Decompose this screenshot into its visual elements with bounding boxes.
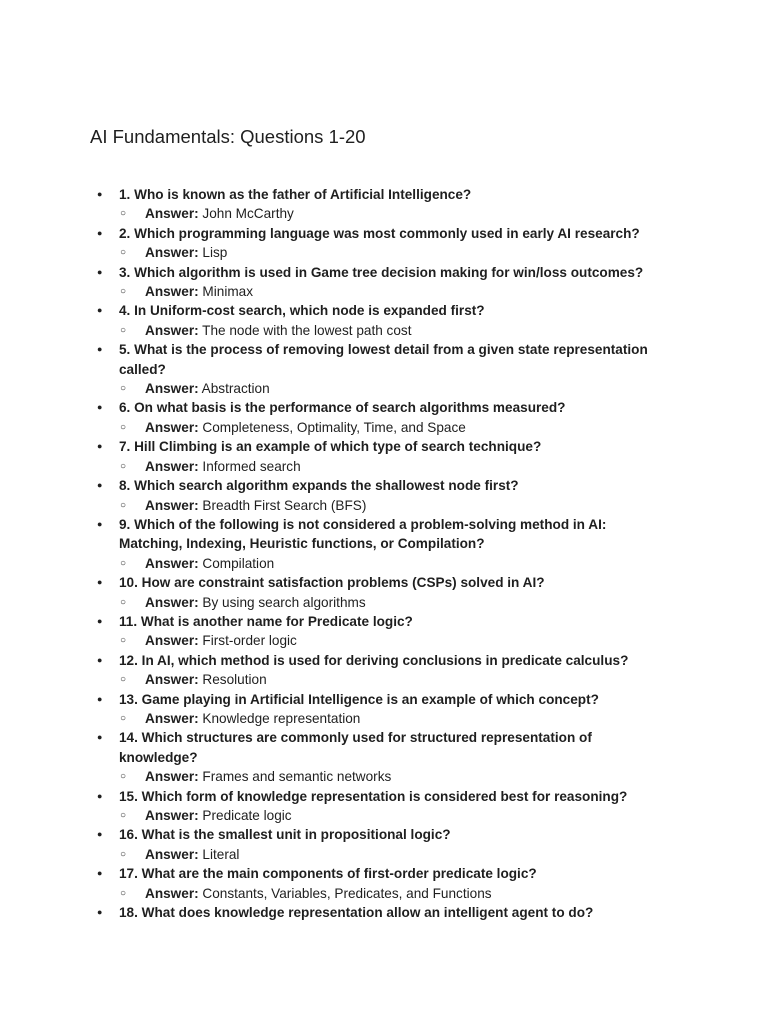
answer-label: Answer: [145,419,199,435]
answer-text: Constants, Variables, Predicates, and Functions [202,885,492,901]
question-row [0,301,768,320]
question-row [0,573,768,592]
answer-text: By using search algorithms [202,594,366,610]
list-item [0,903,768,922]
answer-label: Answer: [145,672,199,688]
bullet-icon: ● [97,868,103,879]
list-item [0,476,768,515]
question-row [0,651,768,670]
list-item [0,263,768,302]
answer-text: The node with the lowest path cost [202,322,412,338]
answer-row [0,767,768,786]
sub-bullet-icon: ○ [120,771,127,783]
question-text: 17. What are the main components of first-order predicate logic? [119,866,537,882]
list-item [0,612,768,651]
answer-label: Answer: [145,808,199,823]
answer-text: Compilation [202,555,275,571]
question-text: 4. In Uniform-cost search, which node is expanded first? [119,303,485,319]
sub-bullet-icon: ○ [120,499,127,511]
bullet-icon: ● [97,189,103,199]
bullet-icon: ● [97,402,103,413]
question-text: 6. On what basis is the performance of search algorithms measured? [119,400,566,416]
sub-bullet-icon: ○ [120,324,127,336]
answer-label: Answer: [145,322,199,338]
bullet-icon: ● [97,441,103,452]
bullet-icon: ● [97,518,103,529]
question-text: 13. Game playing in Artificial Intelligence is an example of which concept? [119,691,599,707]
list-item [0,301,768,340]
question-row [0,224,768,243]
answer-row [0,554,768,573]
bullet-icon: ● [97,266,103,277]
answer-label: Answer: [145,846,199,862]
list-item [0,573,768,612]
answer-row [0,496,768,515]
bullet-icon: ● [97,227,103,238]
question-text: 15. Which form of knowledge representation is considered best for reasoning? [119,788,628,804]
list-item [0,340,768,398]
answer-label: Answer: [145,381,199,397]
answer-label: Answer: [145,769,199,785]
bullet-icon: ● [97,615,103,626]
answer-text: John McCarthy [202,206,294,222]
answer-row [0,884,768,903]
answer-text: Breadth First Search (BFS) [202,497,367,513]
question-row [0,340,768,379]
list-item [0,825,768,864]
document-title: AI Fundamentals: Questions 1-20 [90,126,366,147]
list-item [0,690,768,729]
answer-row [0,418,768,437]
question-text: 11. What is another name for Predicate logic? [119,613,413,629]
sub-bullet-icon: ○ [120,596,127,608]
question-row [0,185,768,204]
answer-row [0,631,768,650]
question-row [0,787,768,806]
bullet-icon: ● [97,907,103,918]
question-text: 14. Which structures are commonly used for structured representation of knowledge? [119,730,592,765]
sub-bullet-icon: ○ [120,810,127,821]
answer-label: Answer: [145,458,199,474]
sub-bullet-icon: ○ [120,887,127,899]
question-text: 12. In AI, which method is used for deriving conclusions in predicate calculus? [119,652,629,668]
sub-bullet-icon: ○ [120,421,127,433]
sub-bullet-icon: ○ [120,848,127,860]
question-row [0,728,768,767]
question-row [0,690,768,709]
question-text: 2. Which programming language was most commonly used in early AI research? [119,225,640,241]
bullet-icon: ● [97,732,103,743]
answer-row [0,806,768,825]
sub-bullet-icon: ○ [120,383,127,395]
sub-bullet-icon: ○ [120,635,127,647]
answer-label: Answer: [145,497,199,513]
answer-row [0,709,768,728]
sub-bullet-icon: ○ [120,460,127,472]
list-item [0,728,768,786]
question-text: 8. Which search algorithm expands the shallowest node first? [119,478,519,494]
bullet-icon: ● [97,654,103,665]
question-row [0,515,768,554]
question-row [0,263,768,282]
answer-text: Resolution [202,672,267,688]
answer-text: Minimax [202,284,254,300]
answer-text: First-order logic [202,633,297,649]
question-text: 3. Which algorithm is used in Game tree decision making for win/loss outcomes? [119,264,644,280]
list-item [0,787,768,826]
list-item [0,185,768,224]
question-row [0,864,768,883]
list-item [0,398,768,437]
sub-bullet-icon: ○ [120,712,127,724]
answer-row [0,321,768,340]
list-item [0,224,768,263]
sub-bullet-icon: ○ [120,674,127,686]
answer-row [0,457,768,476]
answer-row [0,204,768,223]
bullet-icon: ● [97,344,103,355]
question-text: 10. How are constraint satisfaction problems (CSPs) solved in AI? [119,575,545,591]
question-text: 1. Who is known as the father of Artificial Intelligence? [119,187,472,202]
question-list [0,185,768,922]
answer-text: Lisp [202,245,228,261]
list-item [0,515,768,573]
answer-label: Answer: [145,206,199,222]
question-row [0,476,768,495]
answer-text: Completeness, Optimality, Time, and Space [202,419,466,435]
question-row [0,825,768,844]
answer-row [0,379,768,398]
question-row [0,612,768,631]
answer-text: Predicate logic [202,808,292,823]
answer-text: Frames and semantic networks [202,769,392,785]
sub-bullet-icon: ○ [120,286,127,298]
question-text: 5. What is the process of removing lowest detail from a given state representation called? [119,342,648,377]
answer-row [0,670,768,689]
answer-text: Abstraction [201,381,270,397]
answer-row [0,282,768,301]
answer-row [0,243,768,262]
answer-label: Answer: [145,594,199,610]
question-text: 9. Which of the following is not considered a problem-solving method in AI: Matching, Indexing, Heuristic functions, or Compilation? [119,516,607,552]
list-item [0,864,768,903]
bullet-icon: ● [97,693,103,704]
answer-row [0,593,768,612]
answer-label: Answer: [145,245,199,261]
bullet-icon: ● [97,829,103,840]
bullet-icon: ● [97,480,103,491]
answer-text: Informed search [202,458,301,474]
answer-label: Answer: [145,633,199,649]
bullet-icon: ● [97,577,103,588]
answer-text: Literal [202,846,240,862]
question-text: 18. What does knowledge representation allow an intelligent agent to do? [119,905,594,921]
list-item [0,651,768,690]
answer-label: Answer: [145,555,199,571]
bullet-icon: ● [97,790,103,801]
question-text: 16. What is the smallest unit in propositional logic? [119,827,451,843]
answer-row [0,845,768,864]
question-row [0,398,768,417]
sub-bullet-icon: ○ [120,208,127,220]
answer-label: Answer: [145,284,199,300]
answer-text: Knowledge representation [202,710,361,726]
sub-bullet-icon: ○ [120,247,127,259]
answer-label: Answer: [145,710,199,726]
sub-bullet-icon: ○ [120,557,127,569]
question-row [0,903,768,922]
question-text: 7. Hill Climbing is an example of which type of search technique? [119,439,542,455]
list-item [0,437,768,476]
question-row [0,437,768,456]
bullet-icon: ● [97,305,103,316]
answer-label: Answer: [145,885,199,901]
